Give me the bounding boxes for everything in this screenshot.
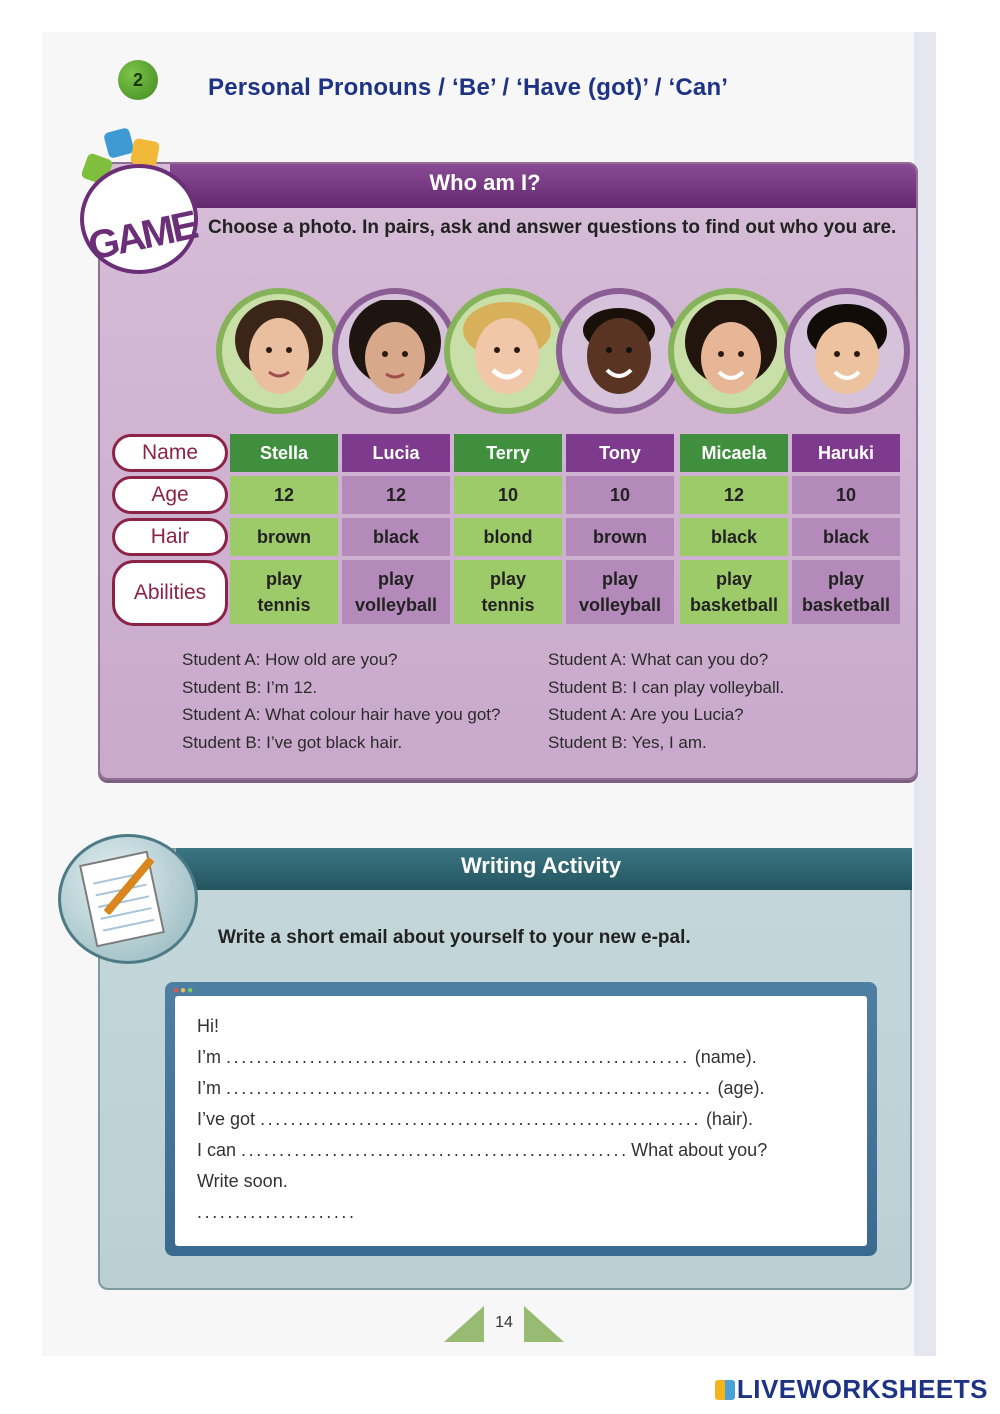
boy-face-icon (799, 300, 895, 402)
ability-line: volleyball (354, 595, 438, 615)
dialog-line: Student A: What can you do? (548, 650, 769, 669)
game-logo (70, 128, 198, 274)
student-name: Micaela (680, 434, 788, 472)
game-instructions: Choose a photo. In pairs, ask and answer questions to find out who you are. (208, 217, 897, 238)
answer-blank-hair[interactable]: .......................................................... (260, 1109, 701, 1129)
student-name: Haruki (792, 434, 900, 472)
photo-haruki (784, 288, 910, 414)
email-line-can (197, 1140, 767, 1161)
email-greeting: Hi! (197, 1016, 219, 1036)
page-number-tab (444, 1306, 564, 1342)
photo-terry (444, 288, 570, 414)
brand-name: LIVEWORKSHEETS (736, 1374, 988, 1404)
puzzle-piece-icon (103, 127, 135, 159)
unit-title: Personal Pronouns / ‘Be’ / ‘Have (got)’ / ‘Can’ (208, 74, 729, 101)
dialog-line: Student B: Yes, I am. (548, 732, 707, 752)
answer-blank-name[interactable]: ............................................................. (226, 1047, 690, 1067)
email-closing: Write soon. (197, 1171, 288, 1191)
answer-blank-signature[interactable]: ..................... (197, 1202, 357, 1222)
boy-face-icon (571, 300, 667, 402)
email-line-hair (197, 1109, 753, 1130)
email-window (165, 982, 877, 1256)
dialog-right (548, 646, 784, 756)
email-line-start: I’m (197, 1078, 221, 1098)
student-hair: black (792, 518, 900, 556)
unit-number-badge: 2 (118, 60, 158, 100)
dialog-line: Student B: I’m 12. (182, 677, 318, 697)
answer-blank-abilities[interactable]: .................................................. (241, 1140, 622, 1160)
dialog-line: Student B: I can play volleyball. (548, 677, 785, 697)
page-number: 14 (495, 1314, 513, 1331)
student-age: 10 (566, 476, 674, 514)
girl-face-icon (683, 300, 779, 402)
student-abilities (342, 560, 450, 624)
row-label-name: Name (112, 434, 228, 472)
liveworksheets-icon (715, 1380, 735, 1400)
row-label-age: Age (112, 476, 228, 514)
student-age: 10 (454, 476, 562, 514)
photo-micaela (668, 288, 794, 414)
ability-line: play (377, 569, 415, 589)
dialog-line: Student A: How old are you? (182, 650, 398, 669)
email-line-start: I can (197, 1140, 237, 1160)
dialog-line: Student A: Are you Lucia? (548, 705, 744, 724)
game-title: Who am I? (429, 170, 541, 195)
boy-face-icon (459, 300, 555, 402)
student-age: 12 (680, 476, 788, 514)
ability-line: basketball (801, 595, 891, 615)
student-name: Lucia (342, 434, 450, 472)
ability-line: play (827, 569, 865, 589)
notepad-pencil-icon (58, 834, 198, 964)
notepad-line (103, 919, 154, 932)
ability-line: play (489, 569, 527, 589)
student-hair: blond (454, 518, 562, 556)
student-name: Stella (230, 434, 338, 472)
dialog-line: Student B: I’ve got black hair. (182, 732, 403, 752)
photo-tony (556, 288, 682, 414)
student-age: 12 (230, 476, 338, 514)
student-hair: brown (230, 518, 338, 556)
student-abilities (454, 560, 562, 624)
email-signature-line (197, 1202, 357, 1223)
window-control-dots-icon: ●●● (173, 985, 195, 996)
student-abilities (566, 560, 674, 624)
ability-line: basketball (689, 595, 779, 615)
email-line-end: (name). (694, 1047, 757, 1067)
dialog-line: Student A: What colour hair have you got? (182, 705, 501, 724)
ability-line: play (601, 569, 639, 589)
dialog-left (182, 646, 500, 756)
ability-line: play (715, 569, 753, 589)
girl-face-icon (231, 300, 327, 402)
student-name: Tony (566, 434, 674, 472)
girl-face-icon (347, 300, 443, 402)
brand-logo (715, 1374, 988, 1405)
email-line-end: . What about you? (621, 1140, 768, 1160)
student-hair: black (680, 518, 788, 556)
student-hair: black (342, 518, 450, 556)
student-name: Terry (454, 434, 562, 472)
email-line-age (197, 1078, 765, 1099)
ability-line: tennis (257, 595, 311, 615)
student-abilities (792, 560, 900, 624)
page-tab-right-icon (524, 1306, 564, 1342)
writing-instructions: Write a short email about yourself to your new e-pal. (218, 927, 691, 948)
student-abilities (230, 560, 338, 624)
student-age: 10 (792, 476, 900, 514)
email-line-end: (age). (717, 1078, 765, 1098)
writing-title: Writing Activity (460, 853, 622, 878)
photo-stella (216, 288, 342, 414)
ability-line: play (265, 569, 303, 589)
student-hair: brown (566, 518, 674, 556)
row-label-abilities: Abilities (112, 560, 228, 626)
ability-line: tennis (481, 595, 535, 615)
page-tab-left-icon (444, 1306, 484, 1342)
ability-line: volleyball (578, 595, 662, 615)
email-line-name (197, 1047, 757, 1068)
student-abilities (680, 560, 788, 624)
email-body (175, 996, 867, 1246)
photo-lucia (332, 288, 458, 414)
student-age: 12 (342, 476, 450, 514)
answer-blank-age[interactable]: ................................................................ (226, 1078, 713, 1098)
email-line-start: I’m (197, 1047, 221, 1067)
game-logo-text: GAME (84, 203, 200, 269)
email-line-start: I’ve got (197, 1109, 256, 1129)
email-line-end: (hair). (705, 1109, 753, 1129)
row-label-hair: Hair (112, 518, 228, 556)
